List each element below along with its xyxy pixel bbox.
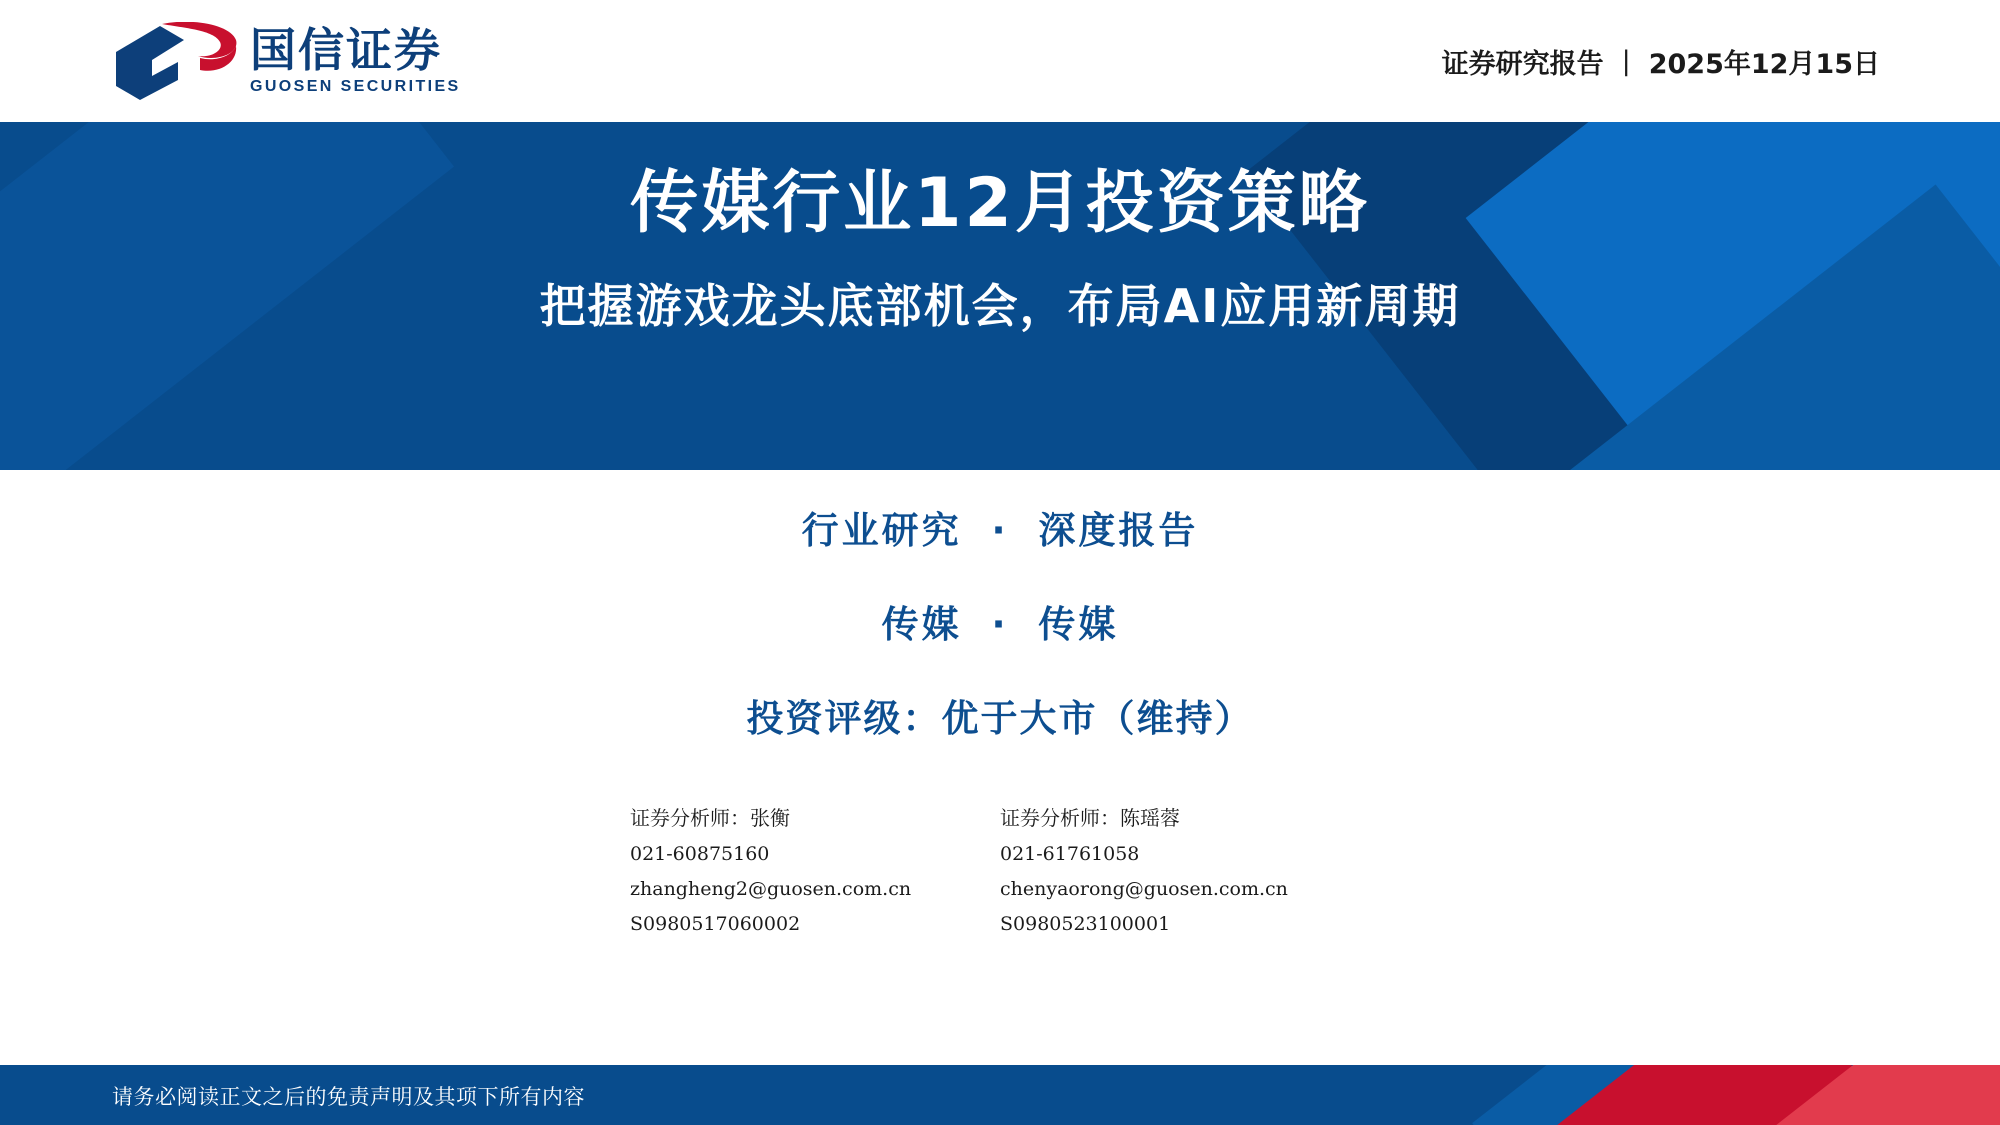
analyst-name: 证券分析师：陈瑶蓉 xyxy=(1000,806,1180,830)
header-divider: | xyxy=(1621,45,1631,77)
page-footer xyxy=(0,1065,2000,1125)
brand-logo-text xyxy=(250,22,461,96)
page-header xyxy=(0,0,2000,122)
research-depth: 深度报告 xyxy=(1038,509,1199,552)
analyst-license: S0980517060002 xyxy=(630,913,801,936)
analyst-email[interactable]: chenyaorong@guosen.com.cn xyxy=(1000,878,1288,901)
industry-secondary: 传媒 xyxy=(1038,603,1119,646)
report-type-label: 证券研究报告 xyxy=(1441,48,1604,80)
analyst-card xyxy=(630,800,1000,942)
brand-name-cn: 国信证券 xyxy=(250,22,442,77)
analyst-list xyxy=(0,800,2000,942)
industry-line xyxy=(0,594,2000,648)
analyst-phone: 021-61761058 xyxy=(1000,843,1140,865)
industry-primary: 传媒 xyxy=(881,603,962,646)
brand-logo xyxy=(112,22,461,100)
investment-rating: 投资评级：优于大市（维持） xyxy=(746,697,1254,740)
guosen-logo-icon xyxy=(112,22,240,100)
analyst-email[interactable]: zhangheng2@guosen.com.cn xyxy=(630,878,912,901)
analyst-license: S0980523100001 xyxy=(1000,913,1171,936)
analyst-name: 证券分析师：张衡 xyxy=(630,806,790,830)
separator-dot-icon: · xyxy=(991,509,1009,552)
report-meta-block xyxy=(0,500,2000,742)
page-title: 传媒行业12月投资策略 xyxy=(630,164,1370,243)
title-text-group xyxy=(0,122,2000,336)
title-banner xyxy=(0,122,2000,470)
header-meta xyxy=(1442,42,1880,81)
disclaimer-text: 请务必阅读正文之后的免责声明及其项下所有内容 xyxy=(112,1085,585,1109)
research-category-line xyxy=(0,500,2000,554)
brand-name-en: GUOSEN SECURITIES xyxy=(250,78,461,96)
page-subtitle: 把握游戏龙头底部机会，布局AI应用新周期 xyxy=(539,279,1461,334)
analyst-phone: 021-60875160 xyxy=(630,843,770,865)
report-date: 2025年12月15日 xyxy=(1648,48,1880,80)
research-type: 行业研究 xyxy=(801,509,962,552)
analyst-card xyxy=(1000,800,1370,942)
separator-dot-icon: · xyxy=(991,603,1009,646)
